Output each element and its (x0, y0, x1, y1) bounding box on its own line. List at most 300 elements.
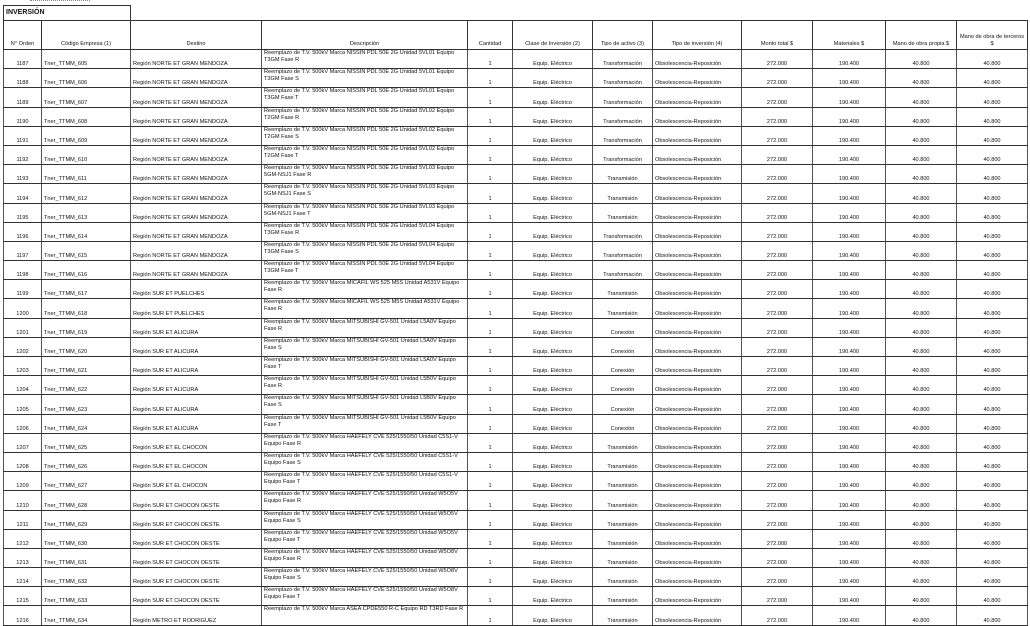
table-cell: 1204 (4, 376, 42, 395)
table-cell: 40.800 (886, 184, 957, 203)
table-cell: Transmisión (593, 491, 653, 510)
table-cell: Equip. Eléctrico (513, 203, 593, 222)
table-cell: 1213 (4, 548, 42, 567)
table-cell: Equip. Eléctrico (513, 357, 593, 376)
table-cell: Transmisión (593, 280, 653, 299)
table-cell: 272.000 (742, 510, 813, 529)
table-row (4, 606, 1028, 625)
table-cell: Equip. Eléctrico (513, 261, 593, 280)
table-cell: 40.800 (886, 510, 957, 529)
table-cell: 1208 (4, 452, 42, 471)
table-cell: Reemplazo de T.V. 500kV Marca MITSUBISHI GV-501 Unidad L5A0V Equipo Fase R (262, 318, 468, 337)
table-cell: 40.800 (886, 261, 957, 280)
table-cell: 272.000 (742, 126, 813, 145)
table-cell: 40.800 (886, 433, 957, 452)
table-row (4, 357, 1028, 376)
table-cell: Transformación (593, 241, 653, 260)
section-title: INVERSIÓN (3, 5, 131, 20)
table-row (4, 280, 1028, 299)
table-cell: 190.400 (813, 357, 886, 376)
table-cell: Tner_TTMM_632 (42, 568, 131, 587)
table-cell: Tner_TTMM_630 (42, 529, 131, 548)
table-cell: Equip. Eléctrico (513, 88, 593, 107)
table-cell: 272.000 (742, 299, 813, 318)
table-cell: 40.800 (957, 357, 1028, 376)
table-cell: Región NORTE ET GRAN MENDOZA (131, 261, 262, 280)
table-row (4, 203, 1028, 222)
table-cell: 272.000 (742, 184, 813, 203)
table-cell: Reemplazo de T.V. 500kV Marca MICAFIL WS 525 M5S Unidad A531V Equipo Fase R (262, 280, 468, 299)
table-cell: 40.800 (957, 184, 1028, 203)
table-cell: 40.800 (957, 203, 1028, 222)
table-cell: Equip. Eléctrico (513, 491, 593, 510)
table-cell: Tner_TTMM_608 (42, 107, 131, 126)
table-cell: Reemplazo de T.V. 500kV Marca NISSIN PDL 50E 2G Unidad 5VL02 Equipo T2GM Fase S (262, 126, 468, 145)
table-cell: Equip. Eléctrico (513, 280, 593, 299)
table-cell: Conexión (593, 337, 653, 356)
table-cell: Tner_TTMM_611 (42, 165, 131, 184)
table-cell: Transmisión (593, 203, 653, 222)
table-cell: Transformación (593, 88, 653, 107)
table-cell: Reemplazo de T.V. 500kV Marca NISSIN PDL 50E 2G Unidad 5VL04 Equipo T3GM Fase S (262, 241, 468, 260)
table-cell: Obsolescencia-Reposición (653, 203, 742, 222)
table-cell: 40.800 (886, 165, 957, 184)
table-cell: 1 (468, 145, 513, 164)
table-cell: Tner_TTMM_607 (42, 88, 131, 107)
table-cell: 1198 (4, 261, 42, 280)
table-cell: 1201 (4, 318, 42, 337)
table-cell: Obsolescencia-Reposición (653, 606, 742, 625)
table-cell: 272.000 (742, 606, 813, 625)
table-cell: 272.000 (742, 88, 813, 107)
table-row (4, 88, 1028, 107)
table-cell: Tner_TTMM_624 (42, 414, 131, 433)
table-row (4, 472, 1028, 491)
table-cell: Reemplazo de T.V. 500kV Marca HAEFELY CVE 525/1550/50 Unidad W5O8V Equipo Fase S (262, 568, 468, 587)
table-cell: Equip. Eléctrico (513, 69, 593, 88)
table-cell: Tner_TTMM_628 (42, 491, 131, 510)
table-cell: 40.800 (957, 318, 1028, 337)
table-cell: 1 (468, 587, 513, 606)
table-cell: 190.400 (813, 299, 886, 318)
table-row (4, 452, 1028, 471)
table-cell: 1192 (4, 145, 42, 164)
table-cell: 190.400 (813, 261, 886, 280)
table-cell: Obsolescencia-Reposición (653, 357, 742, 376)
table-cell: Obsolescencia-Reposición (653, 107, 742, 126)
table-cell: Tner_TTMM_612 (42, 184, 131, 203)
table-cell: Reemplazo de T.V. 500kV Marca HAEFELY CVE 525/1550/50 Unidad C5S1-V Equipo Fase R (262, 433, 468, 452)
table-cell: Obsolescencia-Reposición (653, 88, 742, 107)
table-cell: 272.000 (742, 376, 813, 395)
table-cell: 40.800 (886, 529, 957, 548)
table-cell: Equip. Eléctrico (513, 165, 593, 184)
table-cell: Equip. Eléctrico (513, 568, 593, 587)
table-cell: Región SUR ET CHOCON OESTE (131, 568, 262, 587)
table-cell: 40.800 (886, 88, 957, 107)
table-cell: 1196 (4, 222, 42, 241)
table-cell: 40.800 (886, 606, 957, 625)
table-row (4, 568, 1028, 587)
table-cell: Región NORTE ET GRAN MENDOZA (131, 88, 262, 107)
table-cell: 1216 (4, 606, 42, 625)
table-cell: Transformación (593, 126, 653, 145)
table-cell: 1 (468, 69, 513, 88)
table-cell: 1 (468, 529, 513, 548)
table-cell: 40.800 (886, 376, 957, 395)
table-row (4, 376, 1028, 395)
table-cell: Equip. Eléctrico (513, 472, 593, 491)
table-cell: 272.000 (742, 568, 813, 587)
table-cell: Región NORTE ET GRAN MENDOZA (131, 184, 262, 203)
table-cell: 190.400 (813, 337, 886, 356)
table-cell: Región SUR ET ALICURA (131, 357, 262, 376)
table-cell: Equip. Eléctrico (513, 50, 593, 69)
header-row (4, 21, 1028, 50)
table-cell: Obsolescencia-Reposición (653, 261, 742, 280)
table-cell: Transmisión (593, 165, 653, 184)
table-cell: 40.800 (886, 472, 957, 491)
table-cell: Tner_TTMM_617 (42, 280, 131, 299)
table-cell: Reemplazo de T.V. 500kV Marca NISSIN PDL 50E 2G Unidad 5VL02 Equipo T2GM Fase T (262, 145, 468, 164)
table-cell: 40.800 (886, 126, 957, 145)
table-row (4, 414, 1028, 433)
table-cell: 40.800 (886, 318, 957, 337)
table-cell: 40.800 (886, 50, 957, 69)
table-cell: 190.400 (813, 606, 886, 625)
table-cell: Equip. Eléctrico (513, 299, 593, 318)
table-cell: Conexión (593, 318, 653, 337)
table-cell: 1 (468, 510, 513, 529)
table-cell: 40.800 (957, 107, 1028, 126)
table-row (4, 337, 1028, 356)
table-cell: 1 (468, 203, 513, 222)
table-cell: Región SUR ET ALICURA (131, 337, 262, 356)
table-cell: Transmisión (593, 433, 653, 452)
table-cell: 190.400 (813, 50, 886, 69)
table-cell: 190.400 (813, 241, 886, 260)
table-cell: 1199 (4, 280, 42, 299)
table-cell: 40.800 (886, 280, 957, 299)
table-cell: Reemplazo de T.V. 500kV Marca MITSUBISHI GV-501 Unidad L5A0V Equipo Fase S (262, 337, 468, 356)
table-cell: Reemplazo de T.V. 500kV Marca MITSUBISHI GV-501 Unidad L5B0V Equipo Fase R (262, 376, 468, 395)
table-cell: Tner_TTMM_610 (42, 145, 131, 164)
table-cell: Equip. Eléctrico (513, 587, 593, 606)
table-cell: 40.800 (886, 107, 957, 126)
table-cell: Transmisión (593, 529, 653, 548)
table-cell: 1 (468, 184, 513, 203)
table-row (4, 587, 1028, 606)
table-cell: Región SUR ET EL CHOCON (131, 433, 262, 452)
table-cell: 1 (468, 452, 513, 471)
table-cell: 1205 (4, 395, 42, 414)
table-cell: 1 (468, 548, 513, 567)
table-cell: Transmisión (593, 299, 653, 318)
table-cell: Tner_TTMM_605 (42, 50, 131, 69)
table-cell: Región METRO ET RODRIGUEZ (131, 606, 262, 625)
table-cell: 40.800 (886, 145, 957, 164)
table-cell: Equip. Eléctrico (513, 184, 593, 203)
table-cell: 272.000 (742, 433, 813, 452)
table-cell: 1212 (4, 529, 42, 548)
table-cell: 1 (468, 88, 513, 107)
table-cell: Región SUR ET CHOCON OESTE (131, 529, 262, 548)
table-cell: Tner_TTMM_616 (42, 261, 131, 280)
table-row (4, 395, 1028, 414)
table-cell: 190.400 (813, 491, 886, 510)
table-cell: 190.400 (813, 529, 886, 548)
table-cell: 1 (468, 241, 513, 260)
table-cell: Transformación (593, 107, 653, 126)
table-cell: Obsolescencia-Reposición (653, 126, 742, 145)
table-cell: 40.800 (886, 337, 957, 356)
column-header: N° Orden (4, 21, 42, 50)
table-cell: 1195 (4, 203, 42, 222)
table-cell: 1 (468, 126, 513, 145)
table-cell: 40.800 (957, 529, 1028, 548)
table-cell: Tner_TTMM_627 (42, 472, 131, 491)
table-cell: Equip. Eléctrico (513, 107, 593, 126)
table-cell: Transformación (593, 69, 653, 88)
table-cell: Equip. Eléctrico (513, 452, 593, 471)
table-cell: Conexión (593, 395, 653, 414)
table-cell: Tner_TTMM_634 (42, 606, 131, 625)
table-cell: Equip. Eléctrico (513, 606, 593, 625)
table-cell: 190.400 (813, 452, 886, 471)
table-cell: Equip. Eléctrico (513, 318, 593, 337)
table-body (4, 50, 1028, 626)
table-cell: 272.000 (742, 107, 813, 126)
table-cell: 1207 (4, 433, 42, 452)
column-header: Tipo de activo (3) (593, 21, 653, 50)
table-cell: Obsolescencia-Reposición (653, 50, 742, 69)
table-cell: 40.800 (957, 548, 1028, 567)
table-cell: Región SUR ET ALICURA (131, 414, 262, 433)
table-cell: 1188 (4, 69, 42, 88)
table-cell: Reemplazo de T.V. 500kV Marca ASEA CPDE550 R-C Equipo RD T3RD Fase R (262, 606, 468, 625)
table-row (4, 107, 1028, 126)
table-cell: Reemplazo de T.V. 500kV Marca HAEFELY CVE 525/1550/50 Unidad W5O8V Equipo Fase R (262, 548, 468, 567)
table-cell: Obsolescencia-Reposición (653, 280, 742, 299)
table-cell: 272.000 (742, 165, 813, 184)
column-header: Código Empresa (1) (42, 21, 131, 50)
table-cell: Obsolescencia-Reposición (653, 548, 742, 567)
table-cell: Reemplazo de T.V. 500kV Marca HAEFELY CVE 525/1550/50 Unidad W5O8V Equipo Fase T (262, 587, 468, 606)
table-cell: Obsolescencia-Reposición (653, 299, 742, 318)
table-cell: Equip. Eléctrico (513, 548, 593, 567)
table-cell: Reemplazo de T.V. 500kV Marca MITSUBISHI GV-501 Unidad L5A0V Equipo Fase T (262, 357, 468, 376)
table-row (4, 433, 1028, 452)
table-cell: Reemplazo de T.V. 500kV Marca HAEFELY CVE 525/1550/50 Unidad C5S1-V Equipo Fase S (262, 452, 468, 471)
table-cell: Transmisión (593, 510, 653, 529)
table-cell: 190.400 (813, 145, 886, 164)
table-cell: 190.400 (813, 472, 886, 491)
table-cell: Equip. Eléctrico (513, 433, 593, 452)
table-cell: 40.800 (957, 337, 1028, 356)
table-cell: Tner_TTMM_621 (42, 357, 131, 376)
table-cell: Tner_TTMM_614 (42, 222, 131, 241)
table-cell: Región SUR ET CHOCON OESTE (131, 548, 262, 567)
table-cell: 40.800 (957, 433, 1028, 452)
table-cell: Región SUR ET CHOCON OESTE (131, 587, 262, 606)
table-cell: 40.800 (886, 491, 957, 510)
table-cell: Región SUR ET PUELCHES (131, 280, 262, 299)
table-cell: 1 (468, 299, 513, 318)
table-cell: Región NORTE ET GRAN MENDOZA (131, 50, 262, 69)
table-cell: 190.400 (813, 88, 886, 107)
column-header: Monto total $ (742, 21, 813, 50)
table-cell: Equip. Eléctrico (513, 395, 593, 414)
table-cell: Transmisión (593, 472, 653, 491)
table-cell: Conexión (593, 376, 653, 395)
table-cell: Obsolescencia-Reposición (653, 376, 742, 395)
table-cell: Tner_TTMM_625 (42, 433, 131, 452)
table-cell: 1 (468, 433, 513, 452)
table-cell: 272.000 (742, 50, 813, 69)
table-cell: 272.000 (742, 337, 813, 356)
table-cell: 1 (468, 318, 513, 337)
table-cell: 190.400 (813, 165, 886, 184)
table-cell: Obsolescencia-Reposición (653, 568, 742, 587)
table-cell: 40.800 (957, 472, 1028, 491)
table-cell: 1 (468, 376, 513, 395)
table-cell: 1203 (4, 357, 42, 376)
table-cell: Equip. Eléctrico (513, 145, 593, 164)
table-cell: 272.000 (742, 222, 813, 241)
table-cell: Reemplazo de T.V. 500kV Marca NISSIN PDL 50E 2G Unidad 5VL02 Equipo T2GM Fase R (262, 107, 468, 126)
table-cell: 1 (468, 165, 513, 184)
table-cell: 1 (468, 280, 513, 299)
table-cell: 272.000 (742, 414, 813, 433)
table-cell: 272.000 (742, 203, 813, 222)
table-cell: Conexión (593, 357, 653, 376)
table-cell: 40.800 (957, 299, 1028, 318)
table-row (4, 529, 1028, 548)
table-cell: 272.000 (742, 491, 813, 510)
table-cell: 40.800 (957, 452, 1028, 471)
table-cell: Transformación (593, 145, 653, 164)
table-cell: 40.800 (886, 548, 957, 567)
table-cell: 190.400 (813, 376, 886, 395)
table-cell: Equip. Eléctrico (513, 510, 593, 529)
table-cell: Transformación (593, 222, 653, 241)
table-cell: 1 (468, 568, 513, 587)
table-cell: Reemplazo de T.V. 500kV Marca NISSIN PDL 50E 2G Unidad 5VL03 Equipo 5GM-NSJ1 Fase T (262, 203, 468, 222)
table-cell: 1211 (4, 510, 42, 529)
table-cell: 40.800 (957, 414, 1028, 433)
table-cell: Región NORTE ET GRAN MENDOZA (131, 222, 262, 241)
table-cell: Reemplazo de T.V. 500kV Marca HAEFELY CVE 525/1550/50 Unidad C5S1-V Equipo Fase T (262, 472, 468, 491)
table-cell: 1214 (4, 568, 42, 587)
table-row (4, 261, 1028, 280)
table-cell: 1209 (4, 472, 42, 491)
table-cell: Transmisión (593, 587, 653, 606)
table-cell: Tner_TTMM_633 (42, 587, 131, 606)
table-cell: Obsolescencia-Reposición (653, 241, 742, 260)
table-cell: Tner_TTMM_606 (42, 69, 131, 88)
table-cell: 272.000 (742, 69, 813, 88)
table-cell: Transmisión (593, 606, 653, 625)
table-cell: 272.000 (742, 318, 813, 337)
scan-artifact (30, 0, 90, 3)
table-cell: 272.000 (742, 357, 813, 376)
table-cell: Región NORTE ET GRAN MENDOZA (131, 69, 262, 88)
table-cell: Obsolescencia-Reposición (653, 472, 742, 491)
table-cell: 40.800 (957, 50, 1028, 69)
table-cell: 1 (468, 606, 513, 625)
investment-table (3, 20, 1028, 626)
column-header: Destino (131, 21, 262, 50)
table-cell: Obsolescencia-Reposición (653, 318, 742, 337)
table-cell: Equip. Eléctrico (513, 241, 593, 260)
table-row (4, 184, 1028, 203)
table-cell: 1 (468, 222, 513, 241)
table-cell: 40.800 (957, 280, 1028, 299)
table-cell: Equip. Eléctrico (513, 529, 593, 548)
table-cell: Reemplazo de T.V. 500kV Marca MICAFIL WS 525 M5S Unidad A531V Equipo Fase R (262, 299, 468, 318)
table-cell: Transmisión (593, 568, 653, 587)
table-cell: Reemplazo de T.V. 500kV Marca NISSIN PDL 50E 2G Unidad 5VL01 Equipo T3GM Fase S (262, 69, 468, 88)
table-cell: 1 (468, 472, 513, 491)
table-cell: 1187 (4, 50, 42, 69)
column-header: Clase de Inversión (2) (513, 21, 593, 50)
table-cell: 190.400 (813, 184, 886, 203)
table-row (4, 222, 1028, 241)
table-cell: 1215 (4, 587, 42, 606)
table-cell: 1 (468, 491, 513, 510)
table-cell: Tner_TTMM_622 (42, 376, 131, 395)
column-header: Tipo de inversión (4) (653, 21, 742, 50)
table-cell: Equip. Eléctrico (513, 222, 593, 241)
table-cell: 40.800 (886, 299, 957, 318)
table-cell: Reemplazo de T.V. 500kV Marca NISSIN PDL 50E 2G Unidad 5VL04 Equipo T3GM Fase T (262, 261, 468, 280)
table-cell: 40.800 (886, 587, 957, 606)
table-cell: 272.000 (742, 529, 813, 548)
table-cell: Obsolescencia-Reposición (653, 491, 742, 510)
table-cell: 40.800 (886, 452, 957, 471)
table-cell: Transmisión (593, 452, 653, 471)
table-cell: Transformación (593, 50, 653, 69)
table-cell: 1 (468, 357, 513, 376)
table-cell: 272.000 (742, 395, 813, 414)
table-cell: 40.800 (957, 376, 1028, 395)
table-cell: 40.800 (957, 126, 1028, 145)
table-cell: Equip. Eléctrico (513, 376, 593, 395)
table-row (4, 126, 1028, 145)
table-cell: 40.800 (957, 510, 1028, 529)
table-cell: 1200 (4, 299, 42, 318)
table-cell: 40.800 (886, 568, 957, 587)
table-cell: Región NORTE ET GRAN MENDOZA (131, 126, 262, 145)
table-cell: Transmisión (593, 184, 653, 203)
table-cell: Obsolescencia-Reposición (653, 529, 742, 548)
table-cell: Tner_TTMM_609 (42, 126, 131, 145)
table-cell: 190.400 (813, 568, 886, 587)
table-cell: Equip. Eléctrico (513, 337, 593, 356)
table-cell: 40.800 (886, 69, 957, 88)
table-cell: 190.400 (813, 395, 886, 414)
table-cell: Región SUR ET PUELCHES (131, 299, 262, 318)
table-cell: 40.800 (886, 203, 957, 222)
table-cell: 190.400 (813, 107, 886, 126)
table-cell: 40.800 (886, 414, 957, 433)
table-cell: Reemplazo de T.V. 500kV Marca HAEFELY CVE 525/1550/50 Unidad W5O5V Equipo Fase T (262, 529, 468, 548)
table-cell: 190.400 (813, 510, 886, 529)
table-cell: 1 (468, 261, 513, 280)
table-cell: Obsolescencia-Reposición (653, 184, 742, 203)
table-cell: 40.800 (957, 88, 1028, 107)
table-cell: 272.000 (742, 587, 813, 606)
